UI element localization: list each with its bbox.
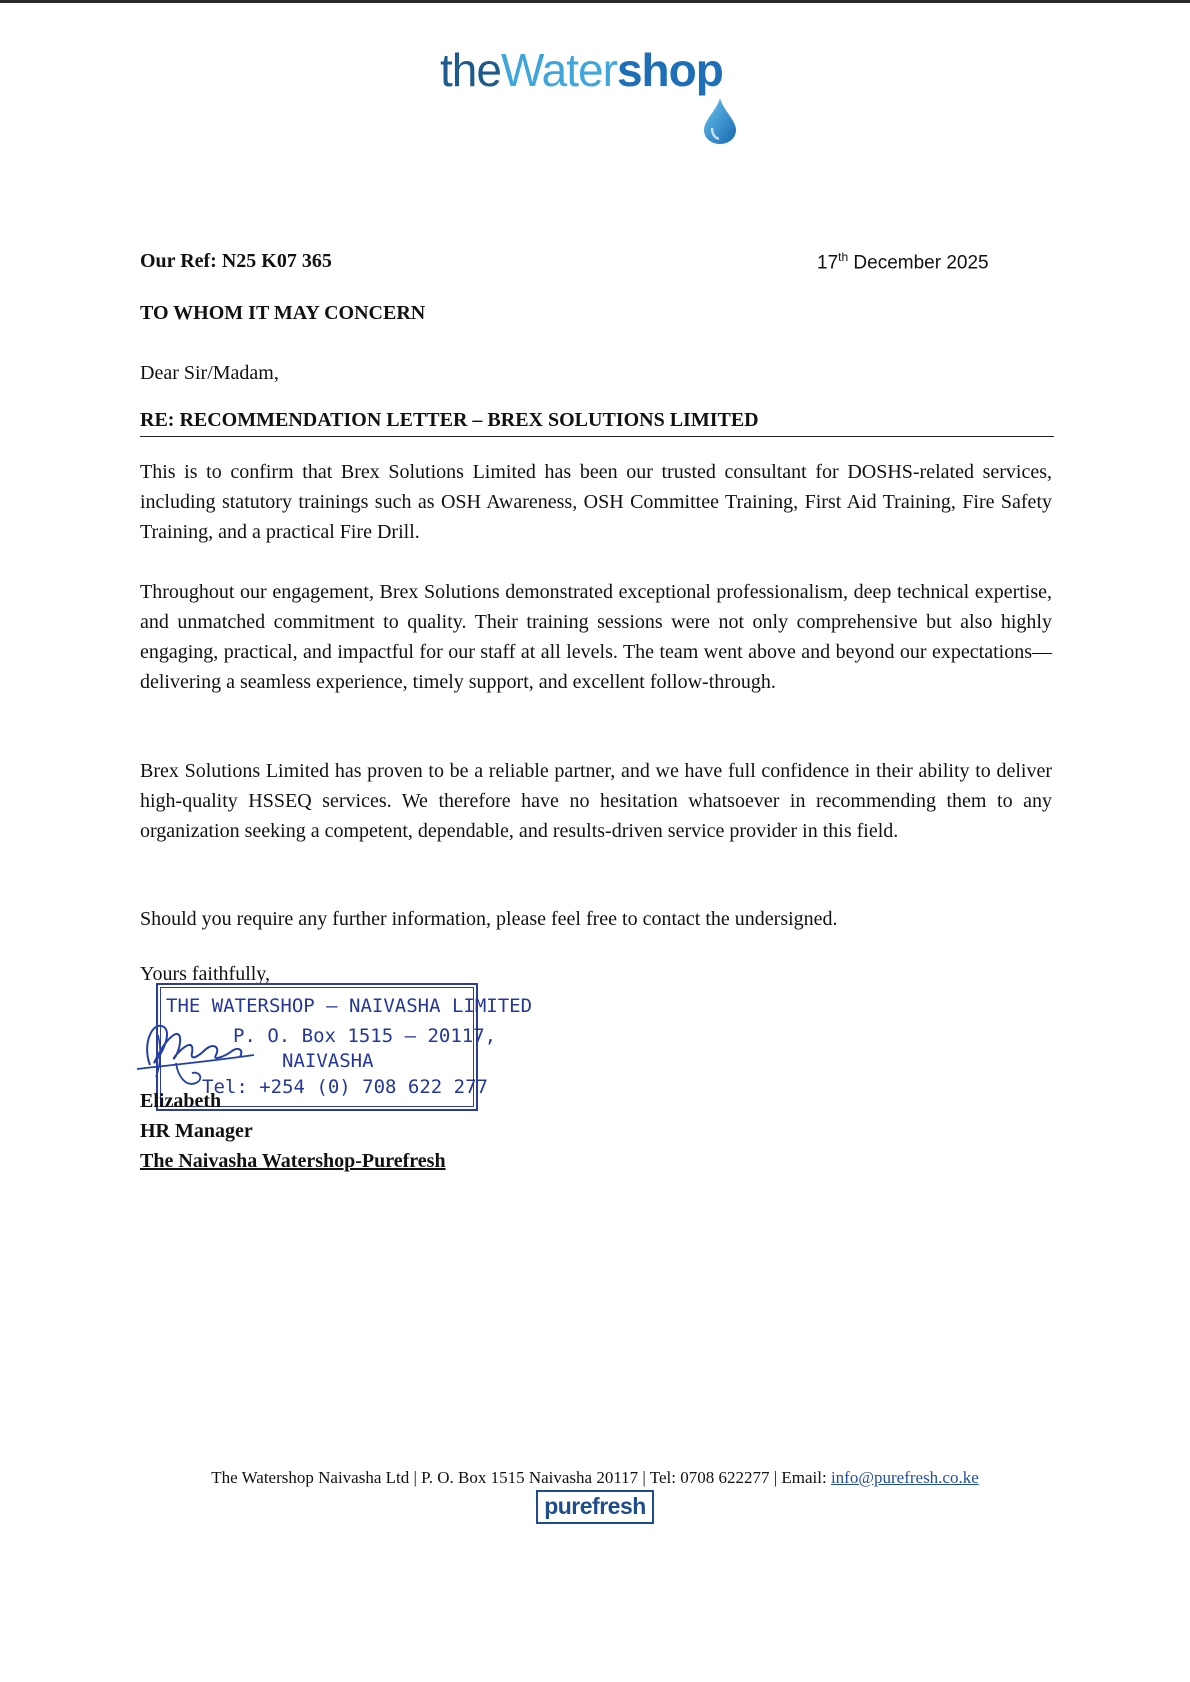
- water-drop-icon: [703, 98, 737, 144]
- footer-email-link[interactable]: info@purefresh.co.ke: [830, 1468, 979, 1487]
- subject-rule: [140, 436, 1054, 437]
- footer-text: The Watershop Naivasha Ltd | P. O. Box 1515 Naivasha 20117 | Tel: 0708 622277 | Email:: [211, 1468, 831, 1487]
- handwritten-signature: [132, 1005, 272, 1095]
- logo-the: the: [440, 44, 501, 96]
- top-border: [0, 0, 1190, 3]
- stamp-line-3: NAIVASHA: [282, 1050, 374, 1072]
- logo-wordmark: [440, 40, 723, 100]
- signatory-name: Elizabeth: [140, 1090, 222, 1112]
- salutation-heading: TO WHOM IT MAY CONCERN: [140, 302, 426, 324]
- our-reference: Our Ref: N25 K07 365: [140, 250, 332, 272]
- stamp-line-1: THE WATERSHOP – NAIVASHA LIMITED: [166, 995, 533, 1017]
- signatory-organization: The Naivasha Watershop-Purefresh: [140, 1150, 446, 1172]
- letter-date: [817, 250, 989, 274]
- date-day: 17: [817, 252, 839, 274]
- greeting: Dear Sir/Madam,: [140, 362, 279, 384]
- subject-line: RE: RECOMMENDATION LETTER – BREX SOLUTIONS LIMITED: [140, 409, 759, 431]
- paragraph-1: This is to confirm that Brex Solutions Limited has been our trusted consultant for DOSHS-related services, including statutory trainings such as OSH Awareness, OSH Committee Training, First Aid Training, Fire Safety Training, and a practical Fire Drill.: [140, 461, 1052, 543]
- stamp-line-2: P. O. Box 1515 – 20117,: [233, 1025, 497, 1047]
- paragraph-3: Brex Solutions Limited has proven to be a reliable partner, and we have full confidence in their ability to deliver high-quality HSSEQ services. We therefore have no hesitation whatsoever in recommending them to any organization seeking a competent, dependable, and results-driven service provider in this field.: [140, 760, 1052, 842]
- paragraph-4: Should you require any further information, please feel free to contact the undersigned.: [140, 908, 838, 930]
- footer-contact: [0, 1468, 1190, 1488]
- signatory-role: HR Manager: [140, 1120, 253, 1142]
- closing: Yours faithfully,: [140, 963, 271, 985]
- logo-water: Water: [500, 44, 617, 96]
- date-suffix: th: [838, 250, 849, 264]
- purefresh-logo: purefresh: [536, 1490, 654, 1524]
- watershop-logo: [440, 40, 760, 150]
- date-rest: December 2025: [848, 252, 989, 274]
- stamp-line-4: Tel: +254 (0) 708 622 277: [202, 1076, 488, 1098]
- logo-shop: shop: [616, 44, 723, 96]
- paragraph-2: Throughout our engagement, Brex Solutions demonstrated exceptional professionalism, deep technical expertise, and unmatched commitment to quality. Their training sessions were not only comprehensive but also highly engaging, practical, and impactful for our staff at all levels. The team went above and beyond our expectations—delivering a seamless experience, timely support, and excellent follow-through.: [140, 581, 1052, 693]
